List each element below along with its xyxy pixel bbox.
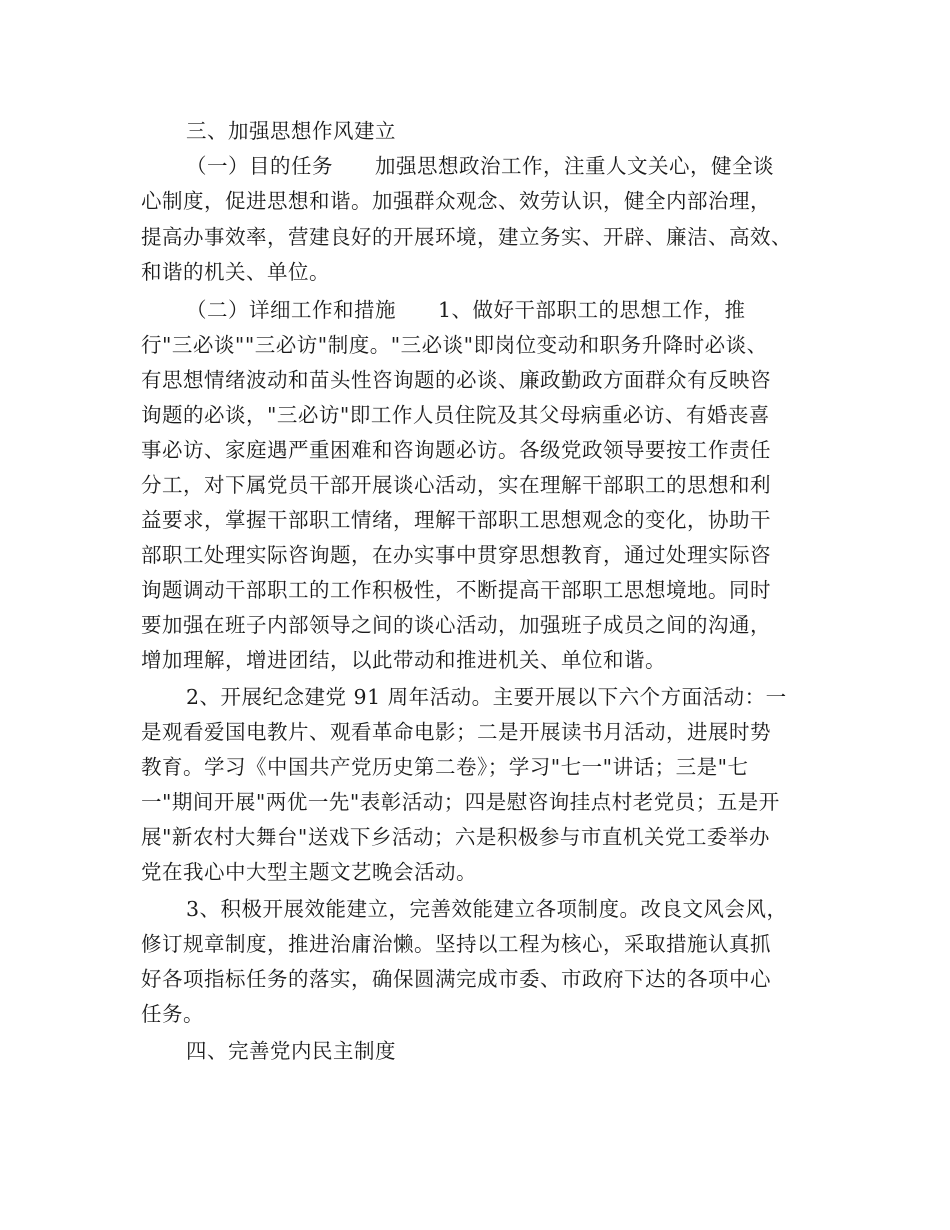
- paragraph-line: 行"三必谈""三必访"制度。"三必谈"即岗位变动和职务升降时必谈、: [141, 333, 768, 357]
- paragraph-line: 有思想情绪波动和苗头性咨询题的必谈、廉政勤政方面群众有反映咨: [141, 368, 771, 392]
- paragraph-line: 2、开展纪念建党 91 周年活动。主要开展以下六个方面活动：一: [186, 685, 787, 709]
- paragraph-line: 增加理解，增进团结，以此带动和推进机关、单位和谐。: [141, 648, 666, 672]
- paragraph-line: 教育。学习《中国共产党历史第二卷》；学习"七一"讲话；三是"七: [141, 755, 749, 779]
- paragraph-line: 询题的必谈，"三必访"即工作人员住院及其父母病重必访、有婚丧喜: [141, 403, 770, 427]
- paragraph-line: 部职工处理实际咨询题，在办实事中贯穿思想教育，通过处理实际咨: [141, 543, 771, 567]
- paragraph-line: （二）详细工作和措施 1、做好干部职工的思想工作，推: [186, 298, 746, 322]
- section-heading-3: 三、加强思想作风建立: [186, 119, 396, 143]
- paragraph-line: （一）目的任务 加强思想政治工作，注重人文关心，健全谈: [186, 154, 774, 178]
- paragraph-line: 好各项指标任务的落实，确保圆满完成市委、市政府下达的各项中心: [141, 967, 771, 991]
- paragraph-line: 心制度，促进思想和谐。加强群众观念、效劳认识，健全内部治理，: [141, 189, 771, 213]
- section-heading-4: 四、完善党内民主制度: [186, 1039, 396, 1063]
- paragraph-line: 3、积极开展效能建立，完善效能建立各项制度。改良文风会风，: [186, 897, 788, 921]
- paragraph-line: 益要求，掌握干部职工情绪，理解干部职工思想观念的变化，协助干: [141, 508, 771, 532]
- paragraph-line: 展"新农村大舞台"送戏下乡活动；六是积极参与市直机关党工委举办: [141, 825, 770, 849]
- paragraph-line: 分工，对下属党员干部开展谈心活动，实在理解干部职工的思想和利: [141, 473, 771, 497]
- paragraph-line: 修订规章制度，推进治庸治懒。坚持以工程为核心，采取措施认真抓: [141, 932, 771, 956]
- paragraph-line: 党在我心中大型主题文艺晚会活动。: [141, 860, 477, 884]
- paragraph-line: 要加强在班子内部领导之间的谈心活动，加强班子成员之间的沟通，: [141, 613, 771, 637]
- paragraph-line: 任务。: [141, 1002, 204, 1026]
- paragraph-line: 事必访、家庭遇严重困难和咨询题必访。各级党政领导要按工作责任: [141, 438, 771, 462]
- paragraph-line: 和谐的机关、单位。: [141, 260, 330, 284]
- paragraph-line: 一"期间开展"两优一先"表彰活动；四是慰咨询挂点村老党员；五是开: [141, 790, 780, 814]
- paragraph-line: 是观看爱国电教片、观看革命电影；二是开展读书月活动，进展时势: [141, 720, 771, 744]
- paragraph-line: 询题调动干部职工的工作积极性，不断提高干部职工思想境地。同时: [141, 578, 771, 602]
- paragraph-line: 提高办事效率，营建良好的开展环境，建立务实、开辟、廉洁、高效、: [141, 225, 792, 249]
